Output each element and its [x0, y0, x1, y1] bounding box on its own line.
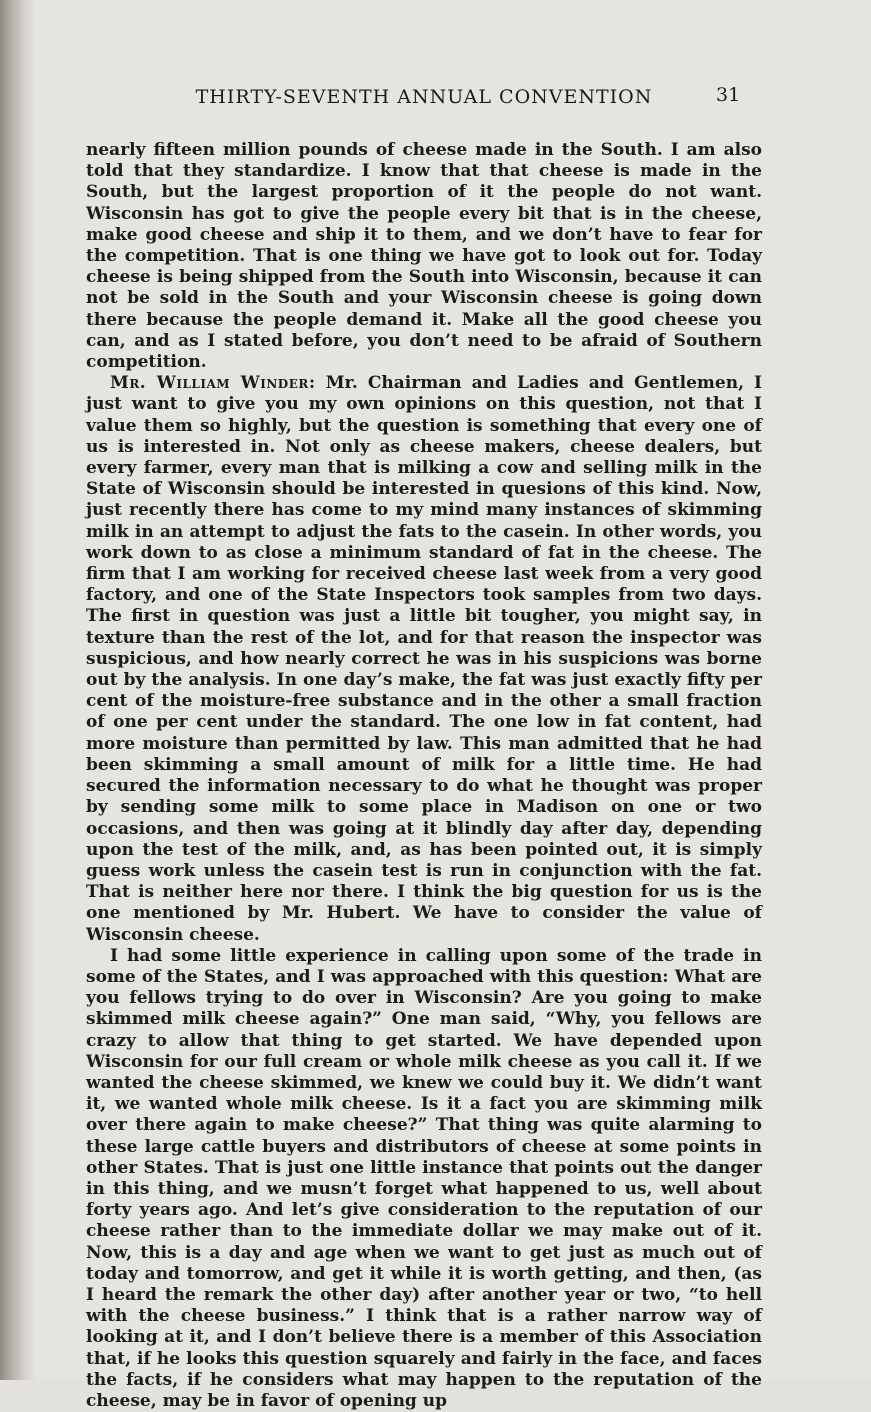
body-text	[86, 140, 762, 1412]
paragraph: I had some little experience in calling upon some of the trade in some of the States, and I was approached with this question: What are you fellows trying to do over in Wisconsin? Are you going to make skimmed milk cheese again?” One man said, “Why, you fellows are crazy to allow that thing to get started. We have depended upon Wisconsin for our full cream or whole milk cheese as you call it. If we wanted the cheese skimmed, we knew we could buy it. We didn’t want it, we wanted whole milk cheese. Is it a fact you are skimming milk over there again to make cheese?” That thing was quite alarming to these large cattle buyers and distributors of cheese at some points in other States. That is just one little instance that points out the danger in this thing, and we musn’t forget what happened to us, well about forty years ago. And let’s give consideration to the reputation of our cheese rather than to the immediate dollar we may make out of it. Now, this is a day and age when we want to get just as much out of today and tomorrow, and get it while it is worth getting, and then, (as I heard the remark the other day) after another year or two, “to hell with the cheese business.” I think that is a rather narrow way of looking at it, and I don’t believe there is a member of this Association that, if he looks this question squarely and fairly in the face, and faces the facts, if he considers what may happen to the reputation of the cheese, may be in favor of opening up	[86, 945, 762, 1411]
book-page	[34, 0, 871, 1411]
scan-binding-edge	[0, 0, 34, 1380]
speaker-name: Mr. William Winder:	[110, 373, 316, 394]
page-number: 31	[716, 84, 741, 106]
paragraph	[86, 373, 762, 945]
paragraph-text: Mr. Chairman and Ladies and Gentlemen, I just want to give you my own opinions on this question, not that I value them so highly, but the question is something that every one of us is interested in. Not only as cheese makers, cheese dealers, but every farmer, every man that is milking a cow and selling milk in the State of Wisconsin should be interested in quesions of this kind. Now, just recently there has come to my mind many instances of skimming milk in an attempt to adjust the fats to the casein. In other words, you work down to as close a minimum standard of fat in the cheese. The firm that I am working for received cheese last week from a very good factory, and one of the State Inspectors took samples from two days. The first in question was just a little bit tougher, you might say, in texture than the rest of the lot, and for that reason the inspector was suspicious, and how nearly correct he was in his suspicions was borne out by the analysis. In one day’s make, the fat was just exactly fifty per cent of the moisture-free substance and in the other a small fraction of one per cent under the standard. The one low in fat content, had more moisture than permitted by law. This man admitted that he had been skimming a small amount of milk for a little time. He had secured the information necessary to do what he thought was proper by sending some milk to some place in Madison on one or two occasions, and then was going at it blindly day after day, depending upon the test of the milk, and, as has been pointed out, it is simply guess work unless the casein test is run in conjunction with the fat. That is neither here nor there. I think the big question for us is the one mentioned by Mr. Hubert. We have to consider the value of Wisconsin cheese.	[86, 373, 763, 945]
running-head: THIRTY-SEVENTH ANNUAL CONVENTION	[195, 86, 653, 108]
paragraph: nearly fifteen million pounds of cheese made in the South. I am also told that they standardize. I know that that cheese is made in the South, but the largest proportion of it the people do not want. Wisconsin has got to give the people every bit that is in the cheese, make good cheese and ship it to them, and we don’t have to fear for the competition. That is one thing we have got to look out for. Today cheese is being shipped from the South into Wisconsin, because it can not be sold in the South and your Wisconsin cheese is going down there because the people demand it. Make all the good cheese you can, and as I stated before, you don’t need to be afraid of Southern competition.	[86, 140, 762, 373]
